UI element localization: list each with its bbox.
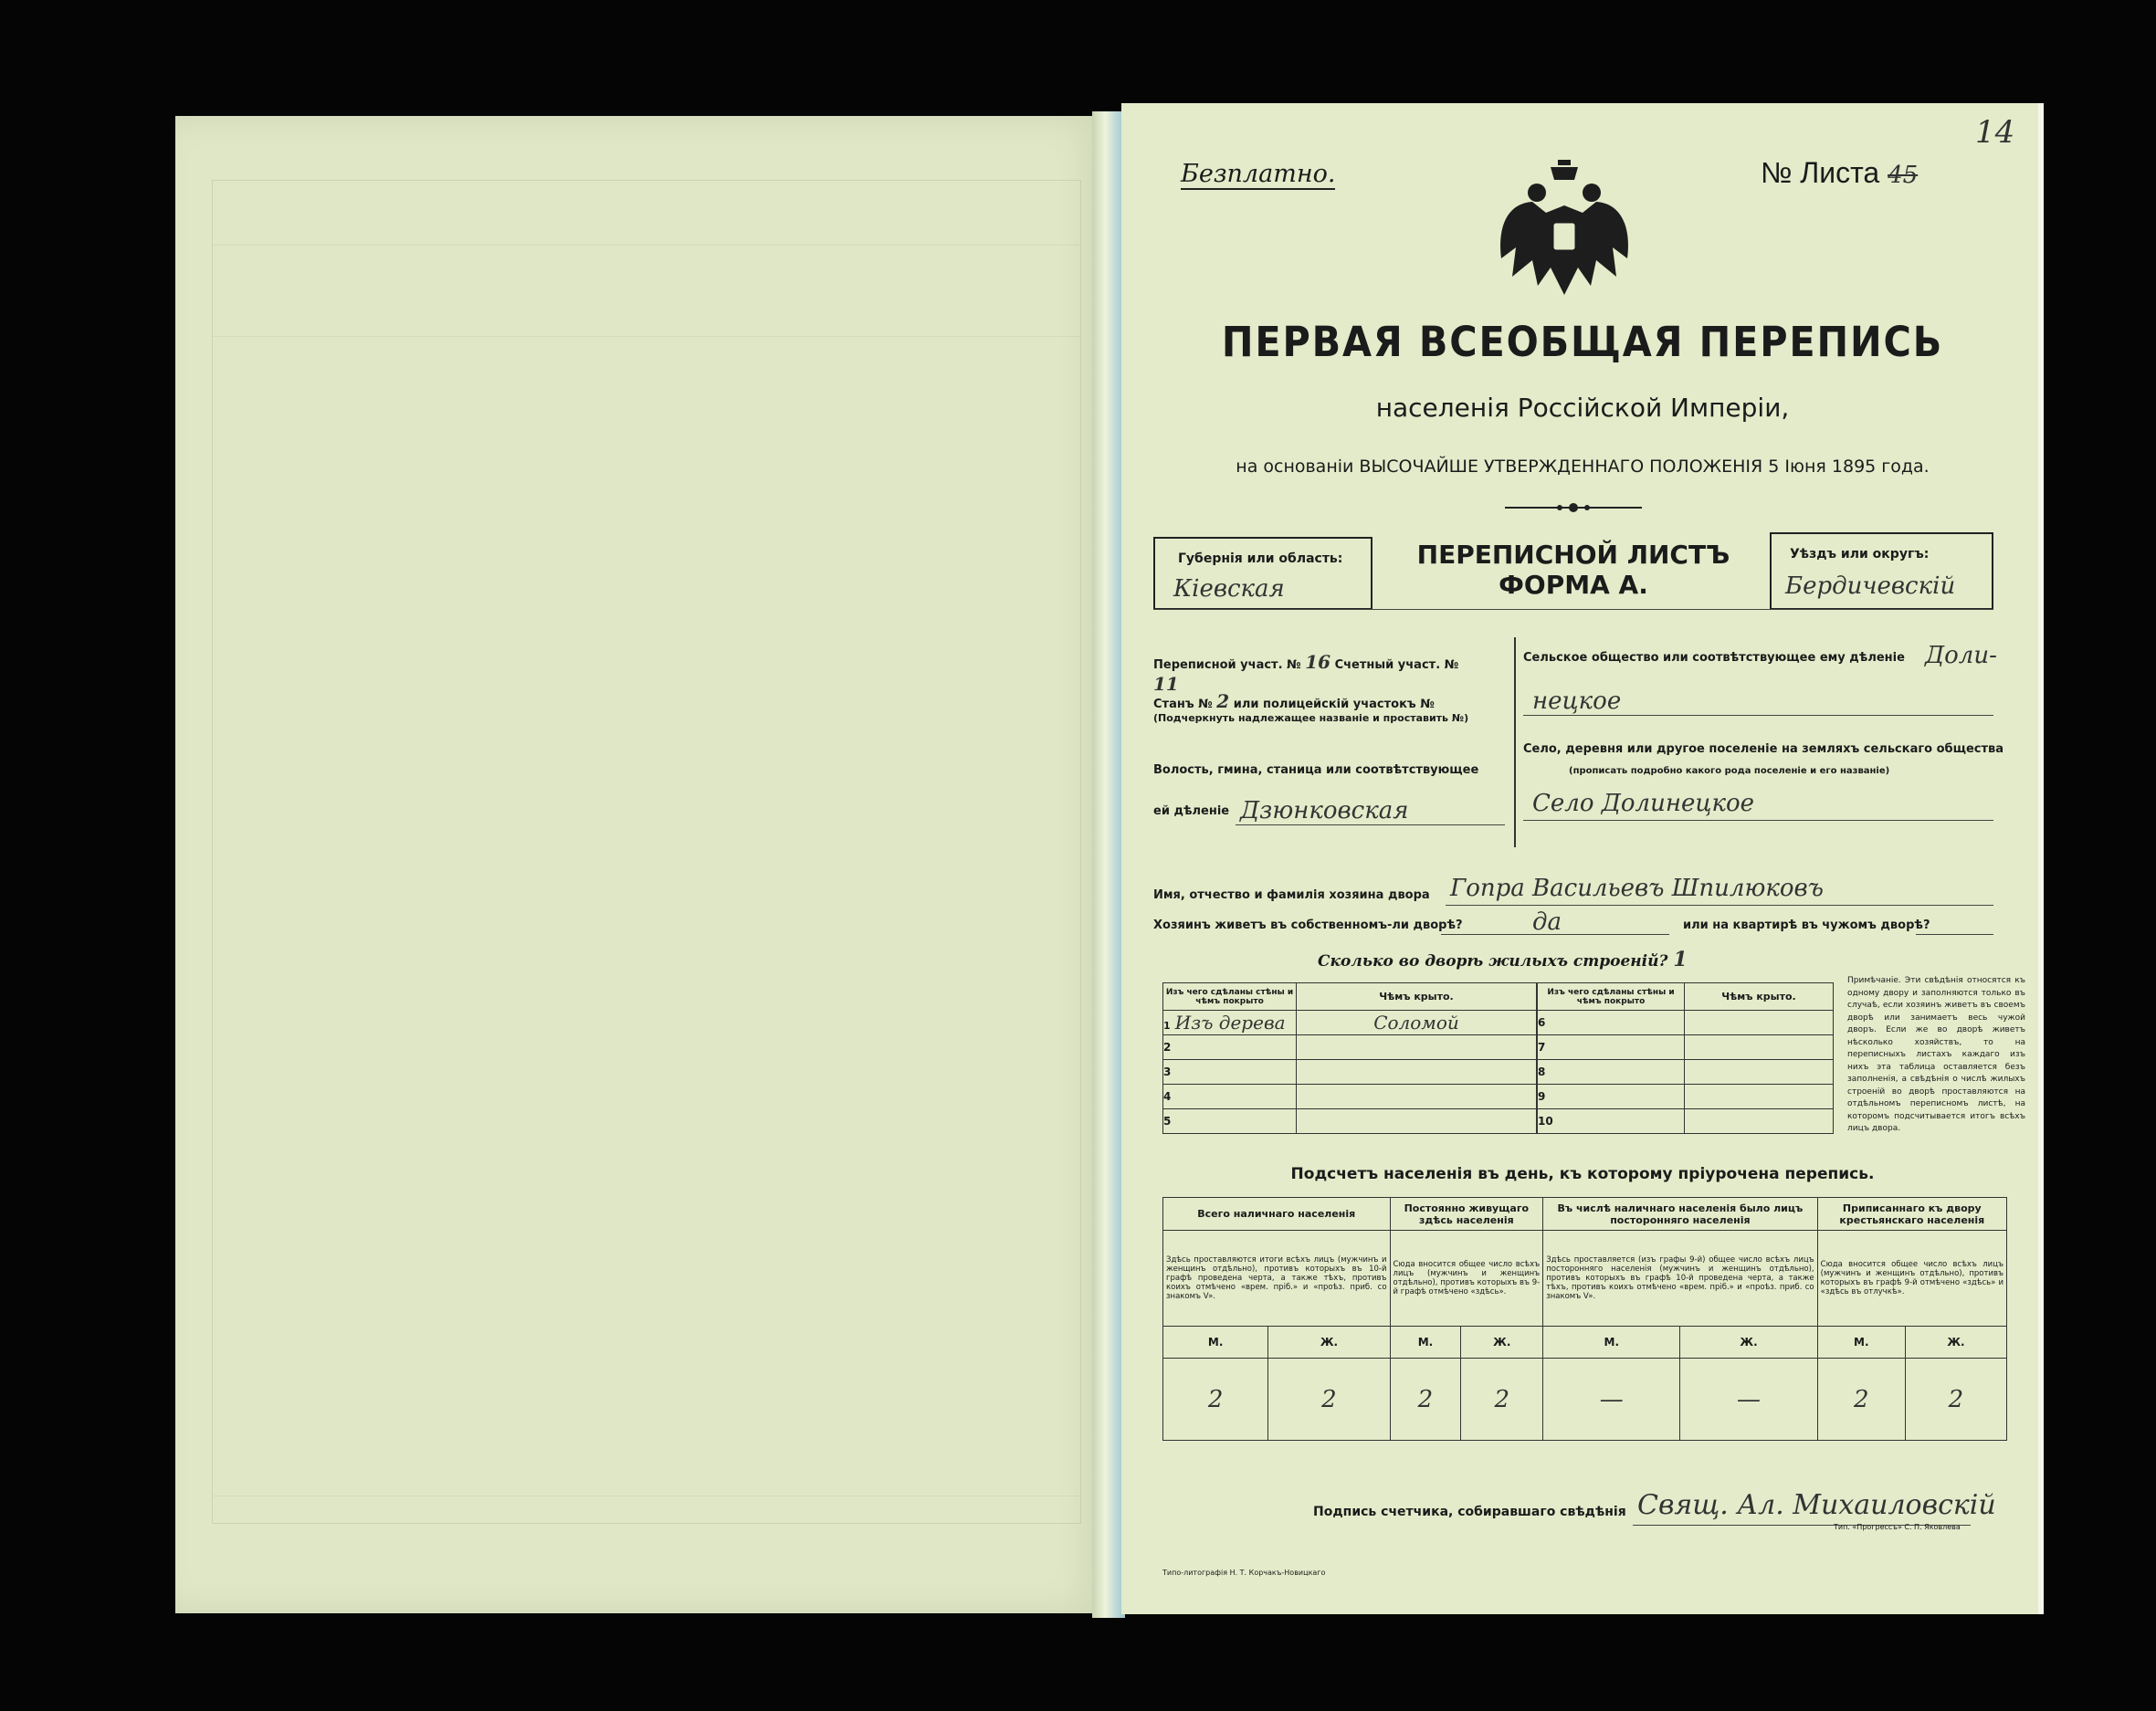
volost-label: Волость, гмина, станица или соотвѣтствующее (1153, 763, 1479, 777)
province-value[interactable]: Кіевская (1173, 575, 1285, 603)
printer-footer-left: Типо-литографія Н. Т. Корчакъ-Новицкаго (1162, 1569, 1326, 1577)
table-row[interactable]: 3 (1163, 1060, 1537, 1085)
sheet-number-label: № Листа (1761, 156, 1880, 189)
printer-footer-right: Тип. «Прогрессъ» С. П. Яковлева (1834, 1523, 1961, 1531)
signature-label: Подпись счетчика, собиравшаго свѣдѣнія (1313, 1505, 1626, 1519)
buildings-value[interactable]: 1 (1673, 948, 1688, 971)
count-section-title: Подсчетъ населенія въ день, къ которому пріурочена перепись. (1290, 1165, 1875, 1183)
table-row[interactable]: 9 (1538, 1085, 1834, 1109)
table-row[interactable]: 5 (1163, 1109, 1537, 1134)
buildings-table-right: Изъ чего сдѣланы стѣны и чѣмъ покрыто Чѣмъ крыто. 6 7 8 9 10 (1537, 982, 1834, 1134)
population-count-table: Всего наличнаго населенія Постоянно живущаго здѣсь населенія Въ числѣ наличнаго населенія было лицъ посторонняго населенія Приписаннаго къ двору крестьянскаго населенія Здѣсь проставляются итоги всѣхъ лицъ (мужчинъ и женщинъ отдѣльно), противъ которыхъ въ 10-й графѣ проведена черта, а также тѣхъ, противъ коихъ отмѣчено «врем. пріб.» и «проѣз. приб. со знакомъ V». Сюда вносится общее число всѣхъ лицъ (мужчинъ и женщинъ отдѣльно), противъ которыхъ въ 9-й графѣ отмѣчено «здѣсь». Здѣсь проставляется (изъ графы 9-й) общее число всѣхъ лицъ посторонняго населенія (мужчинъ и женщинъ отдѣльно), противъ которыхъ въ графѣ 10-й проведена черта, а также тѣхъ, противъ коихъ отмѣчено «врем. пріб.» и «проѣз. приб. со знакомъ V». Сюда вносится общее число всѣхъ лицъ (мужчинъ и женщинъ отдѣльно), противъ которыхъ въ графѣ 9-й отмѣчено «здѣсь» и «здѣсь въ отлучкѣ». М. Ж. М. Ж. М. Ж. М. Ж. 2 2 2 2 — — 2 2 (1162, 1197, 2007, 1441)
signature-value[interactable]: Свящ. Ал. Михаиловскій (1637, 1489, 1996, 1521)
form-type-line-1: ПЕРЕПИСНОЙ ЛИСТЪ (1416, 540, 1730, 570)
form-title: ПЕРВАЯ ВСЕОБЩАЯ ПЕРЕПИСЬ (1221, 318, 1944, 366)
sheet-number (1761, 156, 1918, 190)
table-row[interactable]: 6 (1538, 1011, 1834, 1035)
volost-value[interactable]: Дзюнковская (1240, 797, 1409, 824)
form-subtitle: населенія Россійской Имперіи, (1375, 393, 1790, 423)
rent-label: или на квартирѣ въ чужомъ дворѣ? (1683, 918, 1930, 932)
district-label: Уѣздъ или округъ: (1790, 547, 1930, 562)
district-value[interactable]: Бердичевскій (1785, 572, 1956, 600)
village-label: Село, деревня или другое поселеніе на земляхъ сельскаго общества (1523, 742, 2004, 756)
own-yard-label: Хозяинъ живетъ въ собственномъ-ли дворѣ? (1153, 918, 1463, 932)
corner-number: 14 (1975, 114, 2015, 151)
community-label: Сельское общество или соотвѣтствующее ему дѣленіе (1523, 651, 1905, 665)
count-cell[interactable]: 2 (1390, 1359, 1461, 1441)
count-cell[interactable]: 2 (1905, 1359, 2006, 1441)
province-label: Губернія или область: (1178, 551, 1343, 566)
form-basis: на основаніи ВЫСОЧАЙШЕ УТВЕРЖДЕННАГО ПОЛОЖЕНІЯ 5 Іюня 1895 года. (1236, 457, 1930, 477)
stan-value[interactable]: 2 (1216, 690, 1230, 712)
note-text: Примѣчаніе. Эти свѣдѣнія относятся къ одному двору и заполняются только въ случаѣ, если хозяинъ живетъ въ своемъ дворѣ или занимаетъ весь чужой дворъ. Если же во дворѣ живетъ нѣсколько хозяйствъ, то на переписныхъ листахъ каждаго изъ нихъ эта таблица оставляется безъ заполненія, а свѣдѣнія о числѣ жилыхъ строеній во дворѣ проставляются на отдѣльномъ переписномъ листѣ, на которомъ подсчитывается итогъ всѣхъ лицъ двора. (1847, 976, 2025, 1133)
form-type-line-2: ФОРМА А. (1499, 570, 1648, 600)
table-row[interactable]: 7 (1538, 1035, 1834, 1060)
table-row[interactable]: 8 (1538, 1060, 1834, 1085)
table-row[interactable]: 2 (1163, 1035, 1537, 1060)
book-spine (1092, 111, 1125, 1618)
buildings-label: Сколько во дворѣ жилыхъ строеній? 1 (1318, 948, 1688, 971)
count-cell[interactable]: 2 (1163, 1359, 1268, 1441)
count-cell[interactable]: 2 (1461, 1359, 1543, 1441)
underline-note: (Подчеркнуть надлежащее названіе и проставить №) (1153, 712, 1469, 724)
table-row[interactable]: 10 (1538, 1109, 1834, 1134)
census-form-page (1121, 103, 2044, 1614)
count-cell[interactable]: 2 (1268, 1359, 1390, 1441)
owner-label: Имя, отчество и фамилія хозяина двора (1153, 888, 1430, 902)
section-line: Переписной участ. № 16 Счетный участ. № 11 (1153, 651, 1459, 695)
counting-section-value[interactable]: 11 (1153, 673, 1179, 695)
free-label: Безплатно. (1181, 160, 1336, 188)
count-cell[interactable]: 2 (1817, 1359, 1905, 1441)
village-value[interactable]: Село Долинецкое (1532, 790, 1755, 817)
form-type-title (1372, 540, 1774, 600)
owner-value[interactable]: Гопра Васильевъ Шпилюковъ (1450, 875, 1825, 902)
own-yard-value[interactable]: да (1532, 908, 1562, 936)
count-cell[interactable]: — (1543, 1359, 1680, 1441)
ornament-divider (1505, 501, 1642, 514)
community-value-2[interactable]: нецкое (1532, 688, 1622, 715)
count-values-row[interactable] (1163, 1359, 2007, 1441)
village-note: (прописать подробно какого рода поселеніе и его названіе) (1569, 766, 1890, 776)
province-box (1153, 537, 1372, 610)
sheet-number-value: 45 (1888, 162, 1919, 189)
show-through-grid (212, 180, 1081, 1524)
census-section-value[interactable]: 16 (1305, 651, 1331, 673)
stan-line: Станъ № 2 или полицейскій участокъ № (1153, 690, 1435, 712)
left-page (175, 116, 1107, 1613)
count-cell[interactable]: — (1680, 1359, 1817, 1441)
table-row[interactable]: 1 Изъ дерева Соломой (1163, 1011, 1537, 1035)
buildings-table: Изъ чего сдѣланы стѣны и чѣмъ покрыто Чѣмъ крыто. 1 Изъ дерева Соломой 2 3 4 5 (1162, 982, 1537, 1134)
imperial-eagle-emblem (1496, 158, 1633, 304)
district-box (1770, 532, 1993, 610)
volost-label-2: ей дѣленіе (1153, 804, 1230, 818)
community-value-1[interactable]: Доли- (1925, 642, 1997, 669)
table-row[interactable]: 4 (1163, 1085, 1537, 1109)
